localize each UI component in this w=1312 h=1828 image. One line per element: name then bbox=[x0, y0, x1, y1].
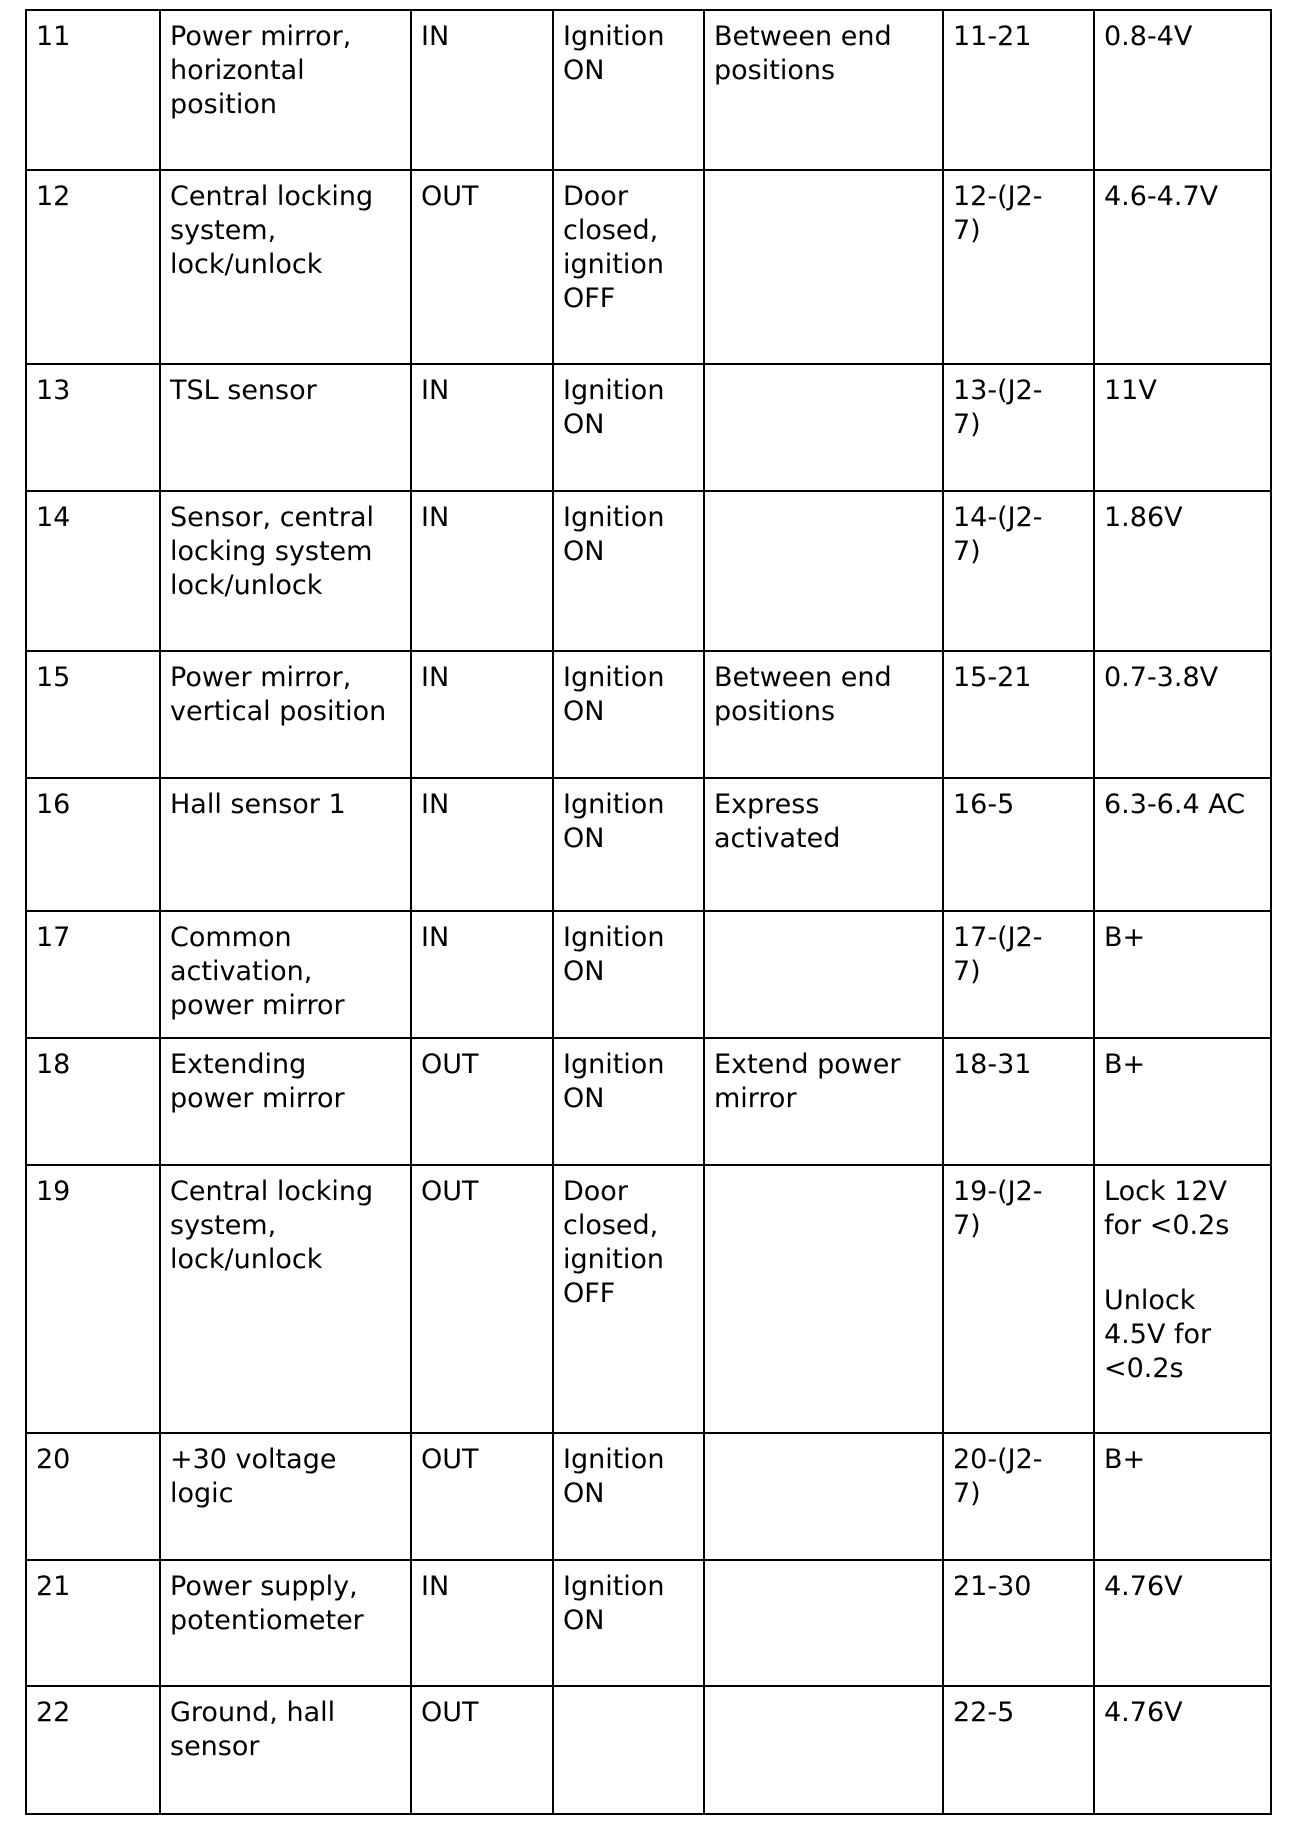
pin-table bbox=[25, 9, 1272, 1815]
condition-line: Door bbox=[563, 1175, 628, 1207]
direction-text: IN bbox=[421, 502, 450, 534]
condition-cell bbox=[553, 911, 704, 1037]
description-line: Extending bbox=[170, 1048, 307, 1080]
description-line: power mirror bbox=[170, 990, 345, 1022]
state-cell bbox=[704, 651, 943, 778]
pin-cell bbox=[26, 1433, 160, 1560]
description-line: Central locking bbox=[170, 1175, 374, 1207]
measure-cell bbox=[943, 10, 1094, 170]
condition-line: ON bbox=[563, 956, 605, 988]
measure-cell bbox=[943, 911, 1094, 1037]
value-cell bbox=[1094, 10, 1271, 170]
direction-text: OUT bbox=[421, 1048, 479, 1080]
value-cell bbox=[1094, 491, 1271, 651]
direction-text: IN bbox=[421, 21, 450, 52]
description-cell bbox=[160, 170, 411, 364]
description-line: logic bbox=[170, 1477, 234, 1509]
table-row bbox=[26, 911, 1271, 1037]
measure-line: 11-21 bbox=[953, 21, 1032, 52]
condition-line: Ignition bbox=[563, 375, 665, 407]
value-cell bbox=[1094, 364, 1271, 491]
direction-cell bbox=[411, 1560, 553, 1686]
description-line: horizontal bbox=[170, 55, 305, 86]
measure-cell bbox=[943, 1686, 1094, 1814]
description-cell bbox=[160, 1686, 411, 1814]
measure-cell bbox=[943, 1560, 1094, 1686]
condition-line: ON bbox=[563, 696, 605, 728]
description-line: potentiometer bbox=[170, 1604, 364, 1636]
condition-line: Ignition bbox=[563, 922, 665, 954]
state-line: Between end bbox=[714, 662, 892, 694]
state-cell bbox=[704, 491, 943, 651]
description-line: +30 voltage bbox=[170, 1443, 337, 1475]
condition-line: OFF bbox=[563, 1277, 616, 1309]
direction-cell bbox=[411, 10, 553, 170]
pin-text: 21 bbox=[36, 1570, 71, 1602]
measure-line: 19-(J2- bbox=[953, 1175, 1043, 1207]
description-line: sensor bbox=[170, 1730, 260, 1762]
value-cell bbox=[1094, 1433, 1271, 1560]
pin-text: 16 bbox=[36, 789, 71, 821]
description-cell bbox=[160, 491, 411, 651]
state-line: Extend power bbox=[714, 1048, 901, 1080]
state-cell bbox=[704, 1038, 943, 1165]
condition-line: ON bbox=[563, 536, 605, 568]
value-line: 0.7-3.8V bbox=[1104, 662, 1219, 694]
table-row bbox=[26, 170, 1271, 364]
condition-line: Ignition bbox=[563, 1443, 665, 1475]
condition-line: Ignition bbox=[563, 662, 665, 694]
value-line: 4.76V bbox=[1104, 1570, 1183, 1602]
condition-line: ON bbox=[563, 1477, 605, 1509]
condition-line: Ignition bbox=[563, 502, 665, 534]
direction-cell bbox=[411, 1686, 553, 1814]
value-line: for <0.2s bbox=[1104, 1209, 1230, 1241]
table-row bbox=[26, 1165, 1271, 1433]
measure-line: 21-30 bbox=[953, 1570, 1032, 1602]
table-row bbox=[26, 10, 1271, 170]
description-line: Power supply, bbox=[170, 1570, 358, 1602]
direction-text: OUT bbox=[421, 1175, 479, 1207]
pin-cell bbox=[26, 170, 160, 364]
measure-line: 17-(J2- bbox=[953, 922, 1043, 954]
description-line: Common bbox=[170, 922, 292, 954]
value-line bbox=[1104, 1243, 1261, 1284]
state-line: mirror bbox=[714, 1082, 797, 1114]
condition-cell bbox=[553, 1686, 704, 1814]
condition-cell bbox=[553, 651, 704, 778]
table-row bbox=[26, 651, 1271, 778]
value-line: 0.8-4V bbox=[1104, 21, 1193, 52]
description-cell bbox=[160, 1560, 411, 1686]
measure-cell bbox=[943, 778, 1094, 911]
measure-line: 7) bbox=[953, 1209, 981, 1241]
value-cell bbox=[1094, 651, 1271, 778]
pin-text: 22 bbox=[36, 1696, 71, 1728]
measure-cell bbox=[943, 651, 1094, 778]
measure-cell bbox=[943, 364, 1094, 491]
measure-cell bbox=[943, 170, 1094, 364]
measure-line: 22-5 bbox=[953, 1696, 1015, 1728]
pin-table-body bbox=[26, 10, 1271, 1814]
value-line: <0.2s bbox=[1104, 1352, 1184, 1384]
value-cell bbox=[1094, 1038, 1271, 1165]
direction-text: IN bbox=[421, 375, 450, 407]
value-line: B+ bbox=[1104, 922, 1146, 954]
measure-line: 15-21 bbox=[953, 662, 1032, 694]
description-line: position bbox=[170, 89, 277, 120]
description-cell bbox=[160, 1038, 411, 1165]
description-line: activation, bbox=[170, 956, 313, 988]
pin-text: 19 bbox=[36, 1175, 71, 1207]
state-cell bbox=[704, 364, 943, 491]
description-line: locking system bbox=[170, 536, 373, 568]
description-line: lock/unlock bbox=[170, 1243, 323, 1275]
condition-line: closed, bbox=[563, 1209, 659, 1241]
pin-cell bbox=[26, 1686, 160, 1814]
state-line: Between end bbox=[714, 21, 892, 52]
pin-cell bbox=[26, 911, 160, 1037]
value-line: B+ bbox=[1104, 1048, 1146, 1080]
pin-cell bbox=[26, 651, 160, 778]
description-line: TSL sensor bbox=[170, 375, 317, 407]
pin-text: 14 bbox=[36, 502, 71, 534]
pin-cell bbox=[26, 778, 160, 911]
value-line: B+ bbox=[1104, 1443, 1146, 1475]
condition-cell bbox=[553, 491, 704, 651]
direction-cell bbox=[411, 1433, 553, 1560]
direction-text: IN bbox=[421, 662, 450, 694]
measure-line: 7) bbox=[953, 536, 981, 568]
pin-text: 18 bbox=[36, 1048, 71, 1080]
measure-cell bbox=[943, 491, 1094, 651]
direction-cell bbox=[411, 170, 553, 364]
condition-line: Ignition bbox=[563, 789, 665, 821]
direction-text: OUT bbox=[421, 181, 479, 213]
condition-line: Door bbox=[563, 181, 628, 213]
direction-text: OUT bbox=[421, 1696, 479, 1728]
measure-cell bbox=[943, 1038, 1094, 1165]
description-line: Sensor, central bbox=[170, 502, 375, 534]
state-line: Express bbox=[714, 789, 820, 821]
value-cell bbox=[1094, 911, 1271, 1037]
description-line: Ground, hall bbox=[170, 1696, 336, 1728]
description-line: Central locking bbox=[170, 181, 374, 213]
direction-text: OUT bbox=[421, 1443, 479, 1475]
value-cell bbox=[1094, 1560, 1271, 1686]
condition-cell bbox=[553, 1165, 704, 1433]
condition-line: OFF bbox=[563, 283, 616, 315]
pin-cell bbox=[26, 10, 160, 170]
description-cell bbox=[160, 364, 411, 491]
condition-line: ON bbox=[563, 55, 605, 86]
description-line: lock/unlock bbox=[170, 249, 323, 281]
condition-line: ON bbox=[563, 1604, 605, 1636]
table-row bbox=[26, 364, 1271, 491]
description-line: power mirror bbox=[170, 1082, 345, 1114]
condition-cell bbox=[553, 364, 704, 491]
pin-text: 15 bbox=[36, 662, 71, 694]
description-cell bbox=[160, 911, 411, 1037]
value-line: 4.76V bbox=[1104, 1696, 1183, 1728]
value-cell bbox=[1094, 778, 1271, 911]
pin-text: 12 bbox=[36, 181, 71, 213]
direction-cell bbox=[411, 911, 553, 1037]
condition-line: closed, bbox=[563, 215, 659, 247]
state-cell bbox=[704, 911, 943, 1037]
measure-line: 13-(J2- bbox=[953, 375, 1043, 407]
table-row bbox=[26, 1433, 1271, 1560]
measure-line: 18-31 bbox=[953, 1048, 1032, 1080]
description-cell bbox=[160, 651, 411, 778]
value-line: 4.5V for bbox=[1104, 1318, 1212, 1350]
description-cell bbox=[160, 1165, 411, 1433]
description-line: system, bbox=[170, 1209, 277, 1241]
description-line: vertical position bbox=[170, 696, 387, 728]
pin-cell bbox=[26, 1165, 160, 1433]
measure-line: 7) bbox=[953, 956, 981, 988]
state-cell bbox=[704, 1560, 943, 1686]
description-line: Power mirror, bbox=[170, 21, 352, 52]
pin-text: 17 bbox=[36, 922, 71, 954]
value-line: 1.86V bbox=[1104, 502, 1183, 534]
description-cell bbox=[160, 778, 411, 911]
measure-line: 14-(J2- bbox=[953, 502, 1043, 534]
table-row bbox=[26, 1038, 1271, 1165]
condition-line: ignition bbox=[563, 249, 664, 281]
pin-text: 11 bbox=[36, 21, 71, 52]
pin-text: 20 bbox=[36, 1443, 71, 1475]
description-cell bbox=[160, 1433, 411, 1560]
state-cell bbox=[704, 170, 943, 364]
value-line: 6.3-6.4 AC bbox=[1104, 789, 1246, 821]
state-line: positions bbox=[714, 696, 836, 728]
condition-cell bbox=[553, 1433, 704, 1560]
description-cell bbox=[160, 10, 411, 170]
pin-text: 13 bbox=[36, 375, 71, 407]
condition-cell bbox=[553, 10, 704, 170]
table-row bbox=[26, 1686, 1271, 1814]
condition-cell bbox=[553, 170, 704, 364]
condition-line: ignition bbox=[563, 1243, 664, 1275]
condition-line: Ignition bbox=[563, 1048, 665, 1080]
direction-cell bbox=[411, 1038, 553, 1165]
direction-cell bbox=[411, 1165, 553, 1433]
value-line: Lock 12V bbox=[1104, 1175, 1227, 1207]
condition-cell bbox=[553, 1560, 704, 1686]
value-cell bbox=[1094, 170, 1271, 364]
measure-line: 12-(J2- bbox=[953, 181, 1043, 213]
measure-cell bbox=[943, 1165, 1094, 1433]
description-line: Hall sensor 1 bbox=[170, 789, 346, 821]
pin-cell bbox=[26, 1560, 160, 1686]
state-cell bbox=[704, 1433, 943, 1560]
value-cell bbox=[1094, 1165, 1271, 1433]
condition-line: Ignition bbox=[563, 21, 665, 52]
condition-line: ON bbox=[563, 823, 605, 855]
measure-cell bbox=[943, 1433, 1094, 1560]
measure-line: 20-(J2- bbox=[953, 1443, 1043, 1475]
table-row bbox=[26, 491, 1271, 651]
state-cell bbox=[704, 10, 943, 170]
description-line: system, bbox=[170, 215, 277, 247]
condition-line: ON bbox=[563, 1082, 605, 1114]
condition-line: ON bbox=[563, 409, 605, 441]
direction-cell bbox=[411, 778, 553, 911]
pin-cell bbox=[26, 491, 160, 651]
condition-cell bbox=[553, 1038, 704, 1165]
description-line: lock/unlock bbox=[170, 570, 323, 602]
state-line: positions bbox=[714, 55, 836, 86]
pin-cell bbox=[26, 364, 160, 491]
direction-cell bbox=[411, 651, 553, 778]
value-line: 11V bbox=[1104, 375, 1157, 407]
table-row bbox=[26, 1560, 1271, 1686]
value-line: Unlock bbox=[1104, 1284, 1196, 1316]
value-line: 4.6-4.7V bbox=[1104, 181, 1219, 213]
measure-line: 7) bbox=[953, 215, 981, 247]
state-cell bbox=[704, 1686, 943, 1814]
description-line: Power mirror, bbox=[170, 662, 352, 694]
direction-text: IN bbox=[421, 1570, 450, 1602]
condition-line: Ignition bbox=[563, 1570, 665, 1602]
state-cell bbox=[704, 778, 943, 911]
pin-cell bbox=[26, 1038, 160, 1165]
state-line: activated bbox=[714, 823, 841, 855]
direction-text: IN bbox=[421, 922, 450, 954]
measure-line: 16-5 bbox=[953, 789, 1015, 821]
condition-cell bbox=[553, 778, 704, 911]
direction-cell bbox=[411, 364, 553, 491]
measure-line: 7) bbox=[953, 1477, 981, 1509]
state-cell bbox=[704, 1165, 943, 1433]
measure-line: 7) bbox=[953, 409, 981, 441]
direction-text: IN bbox=[421, 789, 450, 821]
direction-cell bbox=[411, 491, 553, 651]
table-row bbox=[26, 778, 1271, 911]
value-cell bbox=[1094, 1686, 1271, 1814]
